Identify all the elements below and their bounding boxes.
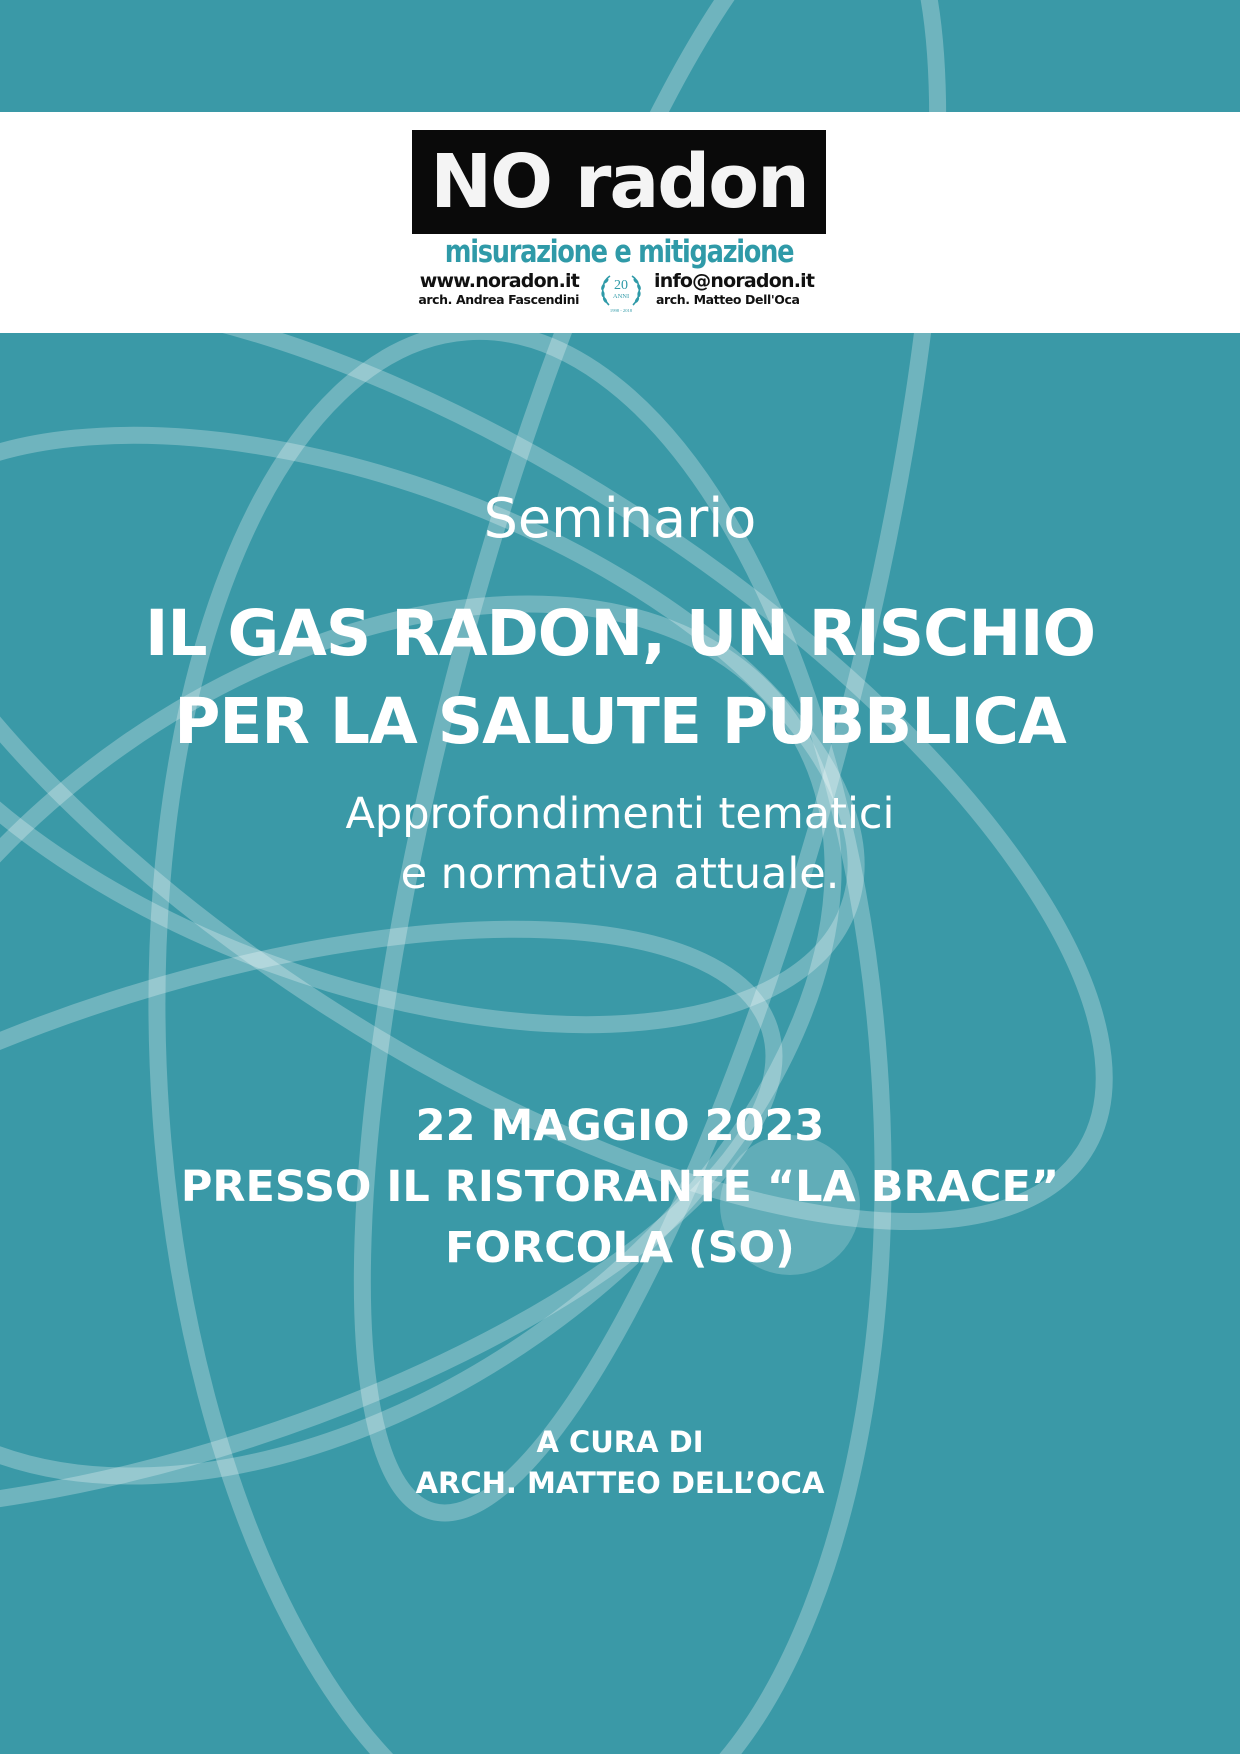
logo-title: NO radon	[430, 139, 808, 225]
logo-architect-right: arch. Matteo Dell'Oca	[656, 292, 800, 307]
logo-left-contact	[412, 270, 582, 308]
logo-right-contact	[654, 270, 824, 308]
anniversary-laurel-icon	[596, 271, 646, 315]
noradon-logo	[412, 130, 826, 315]
event-info	[0, 1096, 1240, 1279]
seminar-subtitle	[0, 784, 1240, 904]
logo-title-box	[412, 130, 826, 234]
anniversary-word: ANNI	[612, 293, 630, 300]
logo-email: info@noradon.it	[654, 270, 815, 292]
seminar-title-line: PER LA SALUTE PUBBLICA	[174, 685, 1066, 758]
seminar-title	[0, 590, 1240, 766]
logo-subtitle: misurazione e mitigazione	[444, 234, 794, 270]
event-venue: PRESSO IL RISTORANTE “LA BRACE”	[180, 1162, 1060, 1212]
seminar-label: Seminario	[483, 487, 757, 550]
curator-label: A CURA DI	[536, 1425, 704, 1459]
logo-website: www.noradon.it	[419, 270, 579, 292]
anniversary-years: 1998 - 2018	[609, 308, 633, 313]
event-location: FORCOLA (SO)	[445, 1223, 795, 1273]
anniversary-number: 20	[614, 278, 628, 293]
curator-info	[0, 1422, 1240, 1504]
event-date: 22 MAGGIO 2023	[415, 1101, 825, 1151]
curator-name: ARCH. MATTEO DELL’OCA	[415, 1466, 825, 1500]
logo-architect-left: arch. Andrea Fascendini	[418, 292, 579, 307]
seminar-subtitle-line: Approfondimenti tematici	[345, 789, 895, 839]
seminar-subtitle-line: e normativa attuale.	[400, 849, 840, 899]
seminar-title-line: IL GAS RADON, UN RISCHIO	[144, 597, 1096, 670]
